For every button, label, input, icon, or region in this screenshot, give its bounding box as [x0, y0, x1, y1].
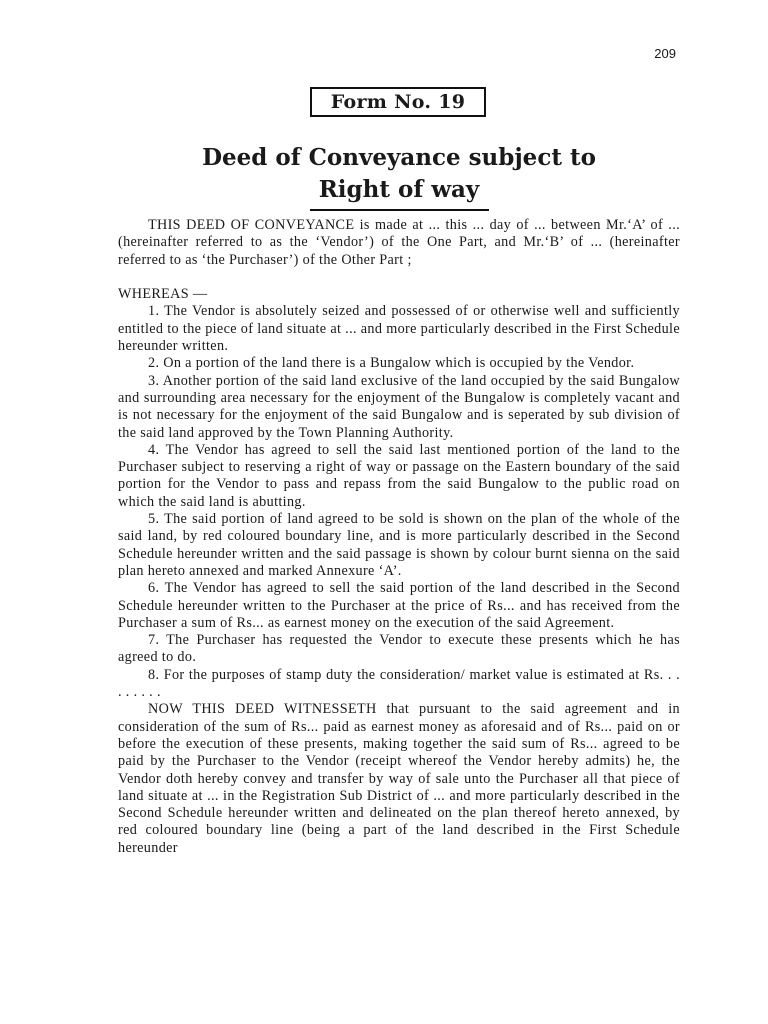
whereas-heading: WHEREAS —: [118, 286, 208, 303]
recital-clause-1: 1. The Vendor is absolutely seized and possessed of or otherwise well and sufficiently entitled to the piece of land situate at ... and more particularly described in the First Schedule hereunder written.: [118, 303, 680, 355]
recital-clause-7: 7. The Purchaser has requested the Vendor to execute these presents which he has agreed to do.: [118, 632, 680, 666]
recital-clause-6: 6. The Vendor has agreed to sell the said portion of the land described in the Second Schedule hereunder written to the Purchaser at the price of Rs... and has received from the Purchaser a sum of Rs... as earnest money on the execution of the said Agreement.: [118, 580, 680, 631]
recital-clause-4: 4. The Vendor has agreed to sell the said last mentioned portion of the land to the Purchaser subject to reserving a right of way or passage on the Eastern boundary of the said portion for the Vendor to pass and repass from the said Bungalow to the public road on which the said land is abutting.: [118, 441, 680, 510]
recital-clause-3: 3. Another portion of the said land exclusive of the land occupied by the said Bungalow and surrounding area necessary for the enjoyment of the Bungalow is completely vacant and is not necessary for the enjoyment of the said Bungalow and is seperated by sub division of the said land approved by the Town Planning Authority.: [118, 372, 680, 441]
title-underline: [310, 209, 489, 211]
intro-paragraph: THIS DEED OF CONVEYANCE is made at ... this ... day of ... between Mr.‘A’ of ... (hereinafter referred to as the ‘Vendor’) of the One Part, and Mr.‘B’ of ... (hereinafter referred to as ‘the Purchaser’) of the Other Part ;: [118, 217, 680, 268]
form-number-box: Form No. 19: [310, 87, 486, 117]
recital-clause-8: 8. For the purposes of stamp duty the consideration/ market value is estimated at Rs. . . . . . . . .: [118, 666, 680, 701]
witnesseth-paragraph: NOW THIS DEED WITNESSETH that pursuant to the said agreement and in consideration of the sum of Rs... paid as earnest money as aforesaid and of Rs... paid on or before the execution of these presents, making together the said sum of Rs... agreed to be paid by the Purchaser to the Vendor (receipt whereof the Vendor hereby admits) he, the Vendor doth hereby convey and transfer by way of sale unto the Purchaser all that piece of land situate at ... in the Registration Sub District of ... and more particularly described in the Second Schedule hereunder written and delineated on the plan thereof hereto annexed, by red coloured boundary line (being a part of the land described in the First Schedule hereunder: [118, 701, 680, 856]
paragraph-gap: [118, 269, 680, 286]
recital-clause-5: 5. The said portion of land agreed to be sold is shown on the plan of the whole of the said land, by red coloured boundary line, and is more particularly described in the Second Schedule hereunder written and the said passage is shown by colour burnt sienna on the said plan hereto annexed and marked Annexure ‘A’.: [118, 511, 680, 579]
recital-clause-2: 2. On a portion of the land there is a Bungalow which is occupied by the Vendor.: [148, 355, 635, 372]
deed-body: [118, 217, 680, 857]
page-number: 209: [654, 46, 676, 61]
title-line-2: Right of way: [318, 176, 480, 203]
title-line-1: Deed of Conveyance subject to: [202, 144, 596, 171]
document-title: [0, 142, 768, 206]
